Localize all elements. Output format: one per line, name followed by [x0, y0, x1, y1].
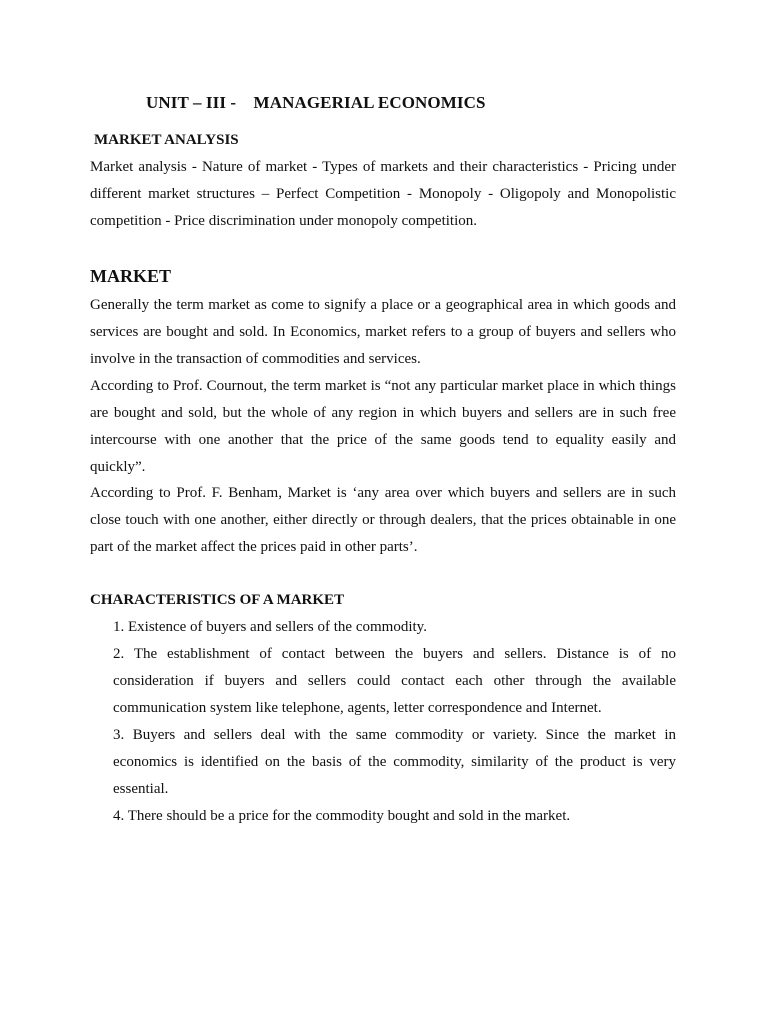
characteristics-heading: CHARACTERISTICS OF A MARKET	[90, 592, 345, 608]
characteristics-list	[113, 614, 676, 830]
market-paragraph-definition: Generally the term market as come to signify a place or a geographical area in which goods and services are bought and sold. In Economics, market refers to a group of buyers and sellers who involve in the transaction of commodities and services.	[90, 297, 676, 367]
market-heading: MARKET	[90, 266, 171, 286]
list-item: 1. Existence of buyers and sellers of the commodity.	[113, 619, 427, 635]
unit-title: UNIT – III - MANAGERIAL ECONOMICS	[146, 93, 486, 112]
list-item: 2. The establishment of contact between the buyers and sellers. Distance is of no consideration if buyers and sellers could contact each other through the available communication system like telephone, agents, letter correspondence and Internet.	[113, 646, 676, 716]
market-paragraph-benham: According to Prof. F. Benham, Market is ‘any area over which buyers and sellers are in such close touch with one another, either directly or through dealers, that the prices obtainable in one part of the market affect the prices paid in other parts’.	[90, 485, 676, 555]
market-paragraph-cournout: According to Prof. Cournout, the term market is “not any particular market place in which things are bought and sold, but the whole of any region in which buyers and sellers are in such free intercourse with one another that the price of the same goods tend to equality easily and quickly”.	[90, 378, 676, 475]
list-item: 3. Buyers and sellers deal with the same commodity or variety. Since the market in economics is identified on the basis of the commodity, similarity of the product is very essential.	[113, 727, 676, 797]
market-analysis-text: Market analysis - Nature of market - Types of markets and their characteristics - Pricing under different market structures – Perfect Competition - Monopoly - Oligopoly and Monopolistic competition - Price discrimination under monopoly competition.	[90, 159, 676, 229]
list-item: 4. There should be a price for the commodity bought and sold in the market.	[113, 808, 571, 824]
market-analysis-heading: MARKET ANALYSIS	[94, 132, 239, 148]
